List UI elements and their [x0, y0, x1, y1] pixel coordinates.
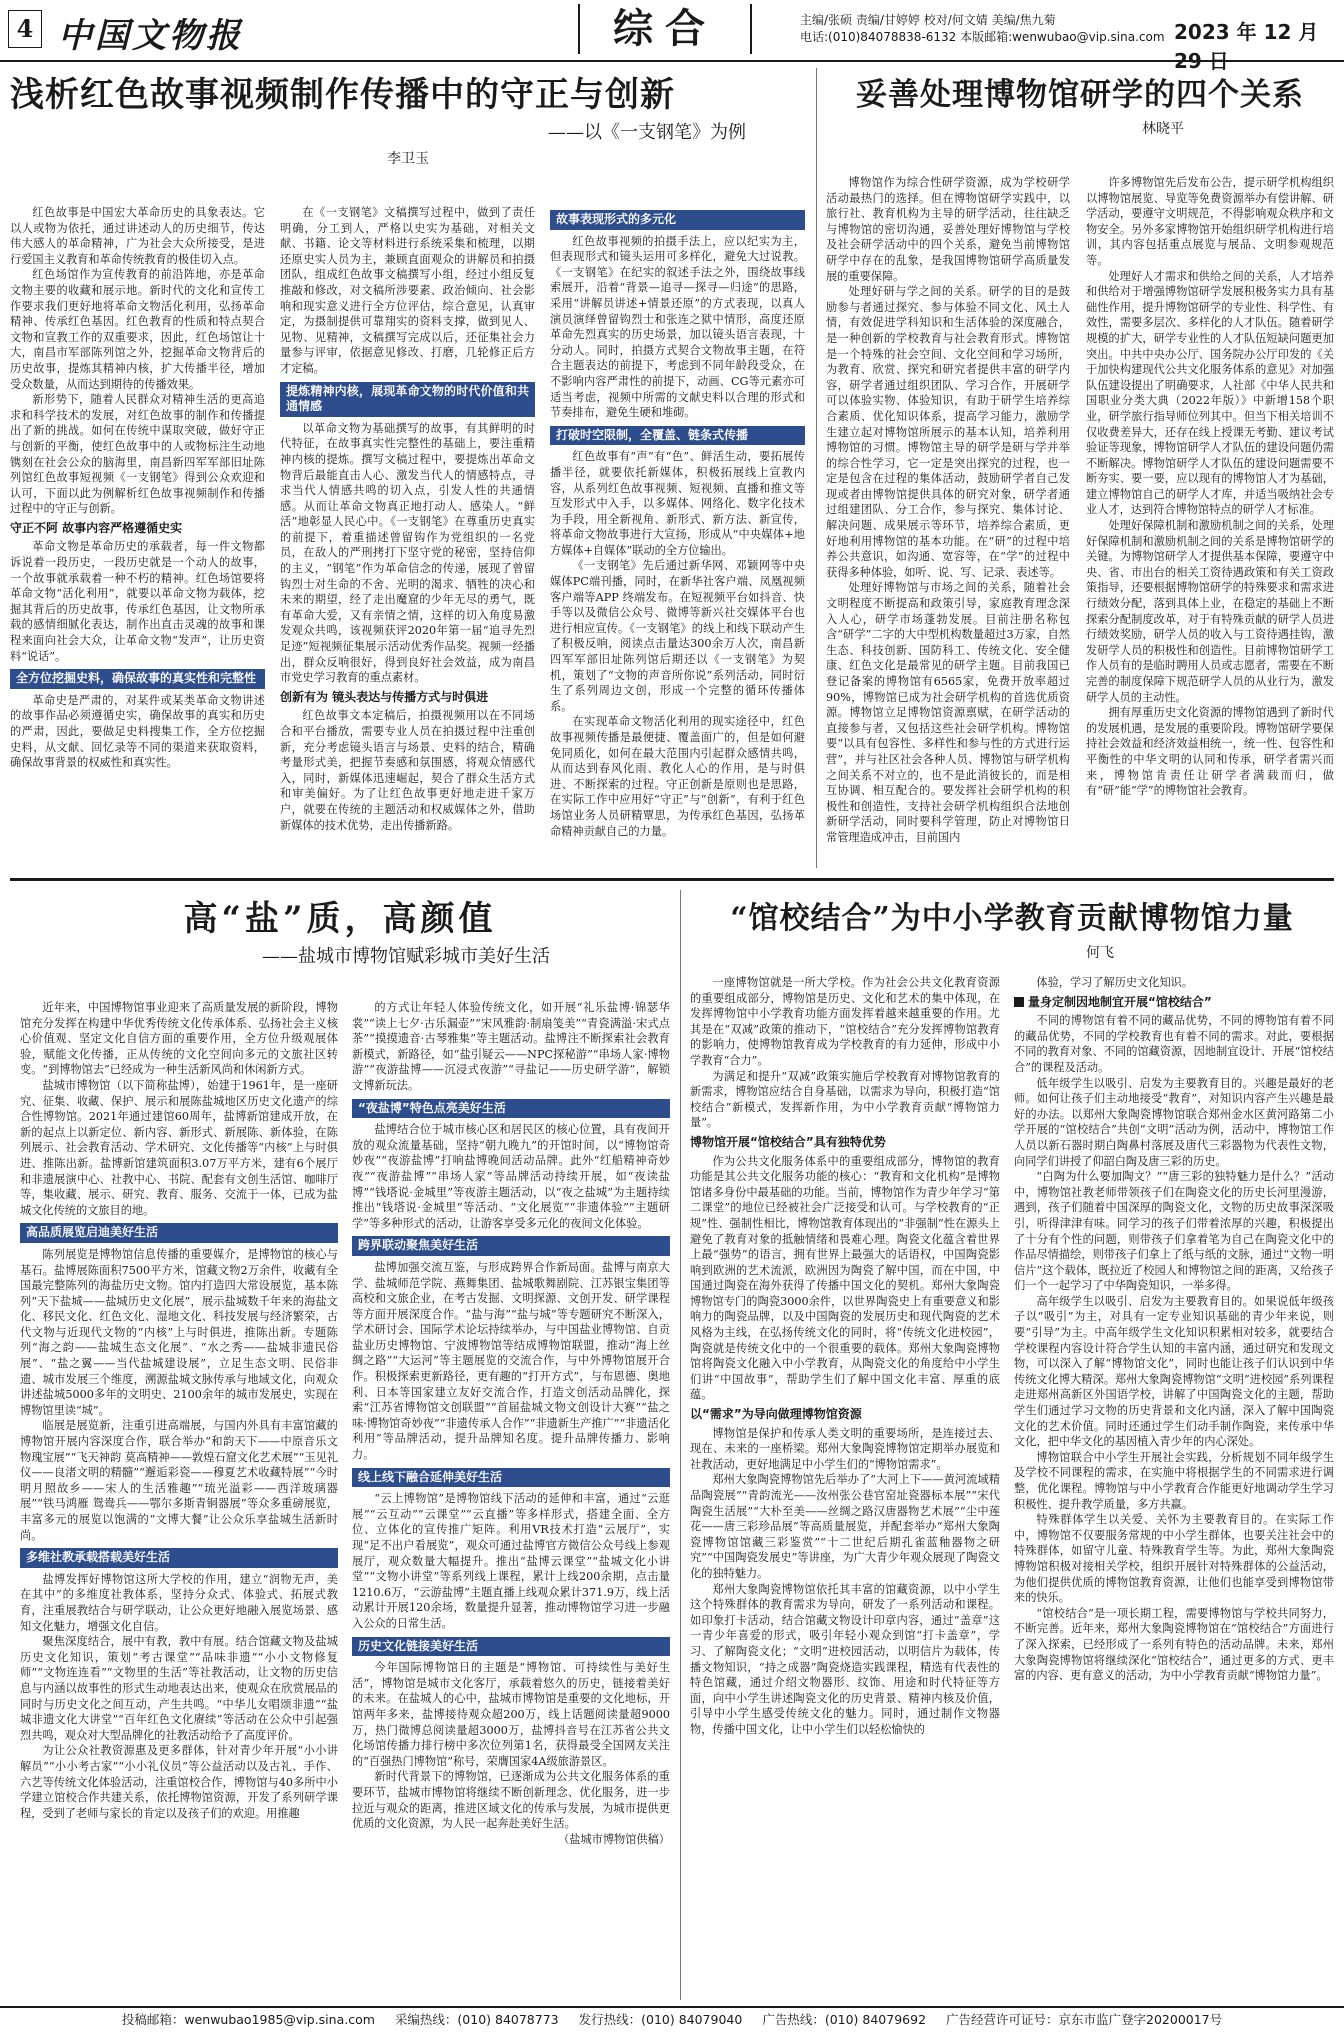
masthead: [0, 0, 1344, 73]
article2-col-1: [826, 175, 1070, 870]
body-paragraph: 红色故事有“声”有“色”、鲜活生动，要拓展传播半径，就要依托新媒体，积极拓展线上宣教内容，从系列红色故事视频、短视频、直播和推文等互发形式中入手，以多媒体、网络化、数字化技术为手段，用全新视角、新形式、新方法、新宣传，将革命文物故事进行大宣扬，形成从“中央媒体+地方媒体+自媒体”联动的全方位输出。: [550, 450, 805, 557]
footer-ad-license: 广告经营许可证号：京东市监广登字20200017号: [946, 2012, 1223, 2027]
column-divider: [816, 68, 817, 868]
page-number: 4: [8, 10, 42, 48]
article4-author: 何飞: [1086, 945, 1114, 961]
body-paragraph: 高年级学生以吸引、启发为主要教育目的。如果说低年级孩子以“吸引”为主，对具有一定专业知识基础的青少年来说，则要“引导”为主。中高年级学生文化知识积累相对较多，就要结合学校课程内容设计符合学生认知的丰富内涵，通过研究和发现文物，可以深入了解“博物馆文化”，同时也能让孩子们认识到中华传统文化博大精深。郑州大象陶瓷博物馆“文明”进校园”系列课程走进郑州高新区外国语学校，讲解了中国陶瓷文化的主题，帮助学生们通过学习文物的历史背景和文化内涵，深入了解中国陶瓷文化的艺术价值。同时还通过学生们动手制作陶瓷，来传承中华文化，把中华文化的基因植入青少年的内心深处。: [1014, 1294, 1334, 1449]
body-paragraph: 革命文物是革命历史的承载者，每一件文物都诉说着一段历史，一段历史就是一个动人的故事，一个故事就承载着一种不朽的精神。红色场馆要将革命文物“活化利用”，就要以革命文物为载体，挖掘其背后的历史故事，传承红色基因，让文物所承载的感情细腻化表达，制作出直击灵魂的故事和课程来面向社会大众，让革命文物“发声”，让历史资料“说话”。: [10, 540, 265, 663]
section-heading-bar: 跨界联动聚焦美好生活: [352, 1236, 670, 1256]
body-paragraph: 红色故事视频的拍摄手法上，应以纪实为主，但表现形式和镜头运用可多样化，避免大过说教。《一支钢笔》在纪实的叙述手法之外，围绕故事线索展开，沿着“背景—追寻—探寻—归途”的思路，采用“讲解员讲述+情景还原”的方式表现，以真人演员演绎曾留钩烈士和张连之狱中情形，高度还原革命先烈真实的历史场景，加以镜头语言表现，十分动人。同时，拍摄方式契合文物故事主题，在符合主题表达的前提下，考虑到不同年龄段受众，在不影响内容严肃性的前提下，动画、CG等元素亦可适当考虑，视频中所需的文献史料以合理的形式和节奏排布，避免生硬和堆砌。: [550, 234, 805, 420]
article4-col-1: [690, 975, 1000, 2000]
section-heading-bar: 历史文化链接美好生活: [352, 1637, 670, 1657]
body-paragraph: 革命史是严肃的，对某件或某类革命文物讲述的故事作品必须遵循史实，确保故事的真实和历史的严肃，因此，要做足史料搜集工作，全方位挖掘史料，从文献、回忆录等不同的渠道来获取资料，确保故事背景的权威性和真实性。: [10, 693, 265, 770]
section-heading-bar: 打破时空限制，全覆盖、链条式传播: [550, 426, 805, 446]
article3-col-1: [20, 1000, 338, 2000]
body-paragraph: 红色故事是中国宏大革命历史的具象表达。它以人或物为依托，通过讲述动人的历史细节，传达伟大感人的革命精神，广为社会大众所接受，是进行爱国主义教育和革命传统教育的极佳切入点。: [10, 206, 265, 266]
body-paragraph: 为满足和提升“双减”政策实施后学校教育对博物馆教育的新需求，博物馆应结合自身基础，以需求为导向，积极打造“馆校结合”新模式，发挥新作用，为中小学教育贡献“博物馆力量”。: [690, 1069, 1000, 1130]
body-paragraph: 处理好博物馆与市场之间的关系，随着社会文明程度不断提高和政策引导，家庭教育理念深入人心，研学市场蓬勃发展。目前注册名称包含“研学”二字的大中型机构数量超过3万家，自然生态、科技创新、国防科工、传统文化、安全健康、红色文化是最常见的研学主题。目前我国已登记备案的博物馆有6565家，免费开放率超过90%，博物馆已成为社会研学机构的首选优质资源。博物馆立足博物馆资源禀赋，在研学活动的直接参与者，又包括这些社会研学机构。博物馆要“以具有包容性、多样性和参与性的方式进行运营”，并与社区社会各种人员、博物馆与研学机构之间关系不对立的，也不是此消彼长的，而是相互协调、相互配合的。要发挥社会研学机构的积极性和创造性，支持社会研学机构组织合法地创新研学活动，同时要科学管理，防止对博物馆日常管理造成冲击，目前国内: [826, 581, 1070, 844]
body-paragraph: 博物馆作为综合性研学资源，成为学校研学活动最热门的选择。但在博物馆研学实践中，以旅行社、教育机构为主导的研学活动，往往缺乏与博物馆的密切沟通，妥善处理好博物馆与学校及社会研学活动中的四个关系，避免当前博物馆研学中存在的乱象，是我国博物馆研学高质量发展的重要保障。: [826, 176, 1070, 283]
body-paragraph: “馆校结合”是一项长期工程，需要博物馆与学校共同努力，不断完善。近年来，郑州大象陶瓷博物馆在“馆校结合”方面进行了深入探索，已经形成了一系列有特色的活动品牌。未来，郑州大象陶瓷博物馆将继续深化“馆校结合”，通过更多的方式、更丰富的内容、更有意义的活动，为中小学教育贡献“博物馆力量”。: [1014, 1606, 1334, 1683]
article3-subheadline: ——盐城市博物馆赋彩城市美好生活: [262, 946, 550, 967]
article2-col-2: [1086, 175, 1334, 870]
article4-col-2: [1014, 975, 1334, 2000]
article1-col-1: [10, 205, 265, 870]
article4-headline: “馆校结合”为中小学教育贡献博物馆力量: [730, 901, 1294, 936]
section-heading-text: 量身定制因地制宜开展“馆校结合”: [1028, 994, 1212, 1009]
section-heading-bar: 线上线下融合延伸美好生活: [352, 1468, 670, 1488]
body-paragraph: 低年级学生以吸引、启发为主要教育目的。兴趣是最好的老师。如何让孩子们主动地接受“教育”，对知识内容产生兴趣是最好的办法。以郑州大象陶瓷博物馆联合郑州金水区黄河路第二小学开展的“馆校结合”共创“文明”活动为例，活动中，博物馆工作人员以新石器时期白陶鼻村落展及唐代三彩器物为代表性文物，向同学们讲授了仰韶白陶及唐三彩的历史。: [1014, 1076, 1334, 1168]
body-paragraph: 近年来，中国博物馆事业迎来了高质量发展的新阶段，博物馆充分发挥在构建中华优秀传统文化传承体系、弘扬社会主义核心价值观、坚定文化自信方面的重要作用，全方位升级观展体验，赋能文化传播，正从传统的文化空间向多元的文旅社区转变。“到博物馆去”已经成为一种生活新风尚和休闲新方式。: [20, 1001, 338, 1077]
body-paragraph: 盐城市博物馆（以下简称盐博），始建于1961年，是一座研究、征集、收藏、保护、展示和展陈盐城地区历史文化遗产的综合性博物馆。2021年通过建馆60周年，盐博新馆建成开放，在新的起点上以新定位、新内容、新形式、新展陈、新体验，在陈列展示、社会教育活动、学术研究、文化传播等“内核”上与时俱进、推陈出新。盐博新馆建筑面积3.07万平方米，建有6个展厅和非遗展演中心、社教中心、书院、配套有文创生活馆、咖啡厅等，集收藏、展示、研究、教育、服务、交流于一体，已成为盐城文化传统的文旅目的地。: [20, 1078, 338, 1217]
section-heading: 博物馆开展“馆校结合”具有独特优势: [690, 1134, 886, 1149]
footer-distribution-hotline: 发行热线：(010) 84079040: [578, 2012, 743, 2027]
body-paragraph: 以革命文物为基础撰写的故事，有其鲜明的时代特征，在故事真实性完整性的基础上，要注重精神内核的提炼。撰写文稿过程中，要提炼出革命文物背后最能直击人心、激发当代人的情感特点，寻求当代人情感共鸣的切入点，引发人性的共通情感。从而让革命文物真正地打动人、感染人。“鲜活”地彰显人民心中。《一支钢笔》在尊重历史真实的前提下，着重描述曾留钩作为党组织的一名党员，在敌人的严刑拷打下坚守党的秘密，坚持信仰的主义，“钢笔”作为革命信念的传递，展现了曾留钩烈士对生命的不舍、光明的渴求、牺牲的决心和未来的期望，经了走出魔窟的少年无尽的勇气，既有革命大爱，又有亲情之情，这样的切入角度易激发观众共鸣，该视频获评2020年第一届“追寻先烈足迹”短视频征集展示活动优秀作品奖。视频一经播出，群众反响很好，得到良好社会效益，成为南昌市党史学习教育的重点素材。: [280, 421, 535, 685]
article1-col-2: [280, 205, 535, 870]
body-paragraph: 处理好人才需求和供给之间的关系，人才培养和供给对于增强博物馆研学发展积极务实力具有基础性作用，提升博物馆研学的专业性、科学性、有效性，需要多层次、多样化的人才队伍。随着研学规模的扩大，研学专业性的人才队伍短缺问题更加突出。中共中央办公厅、国务院办公厅印发的《关于加快构建现代公共文化服务体系的意见》对加强队伍建设提出了明确要求，人社部《中华人民共和国职业分类大典（2022年版）》中新增158个职业，研学旅行指导师位列其中。但当下相关培训不仅收费差异大，还存在线上授课无考勤、建议考试验证等现象，博物馆研学人才队伍的建设问题仍需不断解决。博物馆研学人才队伍的建设问题需要不断夯实、要一要，应以现有的博物馆人才为基础，建立博物馆自己的研学人才库，并适当吸纳社会专业人才，达到符合博物馆特点的研学人才标准。: [1086, 269, 1334, 517]
article1-headline: 浅析红色故事视频制作传播中的守正与创新: [10, 75, 675, 115]
body-paragraph: 盐博结合位于城市核心区和居民区的核心位置，具有夜间开放的观众流量基础，坚持“朝九晚九”的开馆时间，以“博物馆奇妙夜”“夜游盐博”打响盐博晚间活动品牌。此外“红船精神奇妙夜”“夜游盐博”“串场人家”等品牌活动持续开展，如“夜读盐博”“钱塔说·金城里”等夜游主题活动，以“夜之盐城”为主题持续推出“钱塔说·金城里”等活动、“文化展览”“非遗体验”“主题研学”等多种形式的活动，让游客享受多元化的夜间文化体验。: [352, 1123, 670, 1230]
article1-col-3: [550, 205, 805, 870]
body-paragraph: 盐博加强交流互鉴，与形成跨界合作新局面。盐博与南京大学、盐城师范学院、燕舞集团、盐城歌舞剧院、江苏银宝集团等高校和文旅企业，在考古发掘、文明探源、文创开发、研学课程等方面开展深度合作。“盐与海”“盐与城”等专题研究不断深入，学术研讨会、国际学术论坛持续举办，与中国盐业博物馆、自贡盐业历史博物馆、宁波博物馆等结成博物馆联盟，推动“海上丝绸之路”“大运河”等主题展览的交流合作，与中外博物馆展开合作。积极探索更新路径，更有趣的“打开方式”，与布恩德、奥地利、日本等国家建立友好交流合作，打造文创活动品牌化，探索“江苏省博物馆文创联盟”“首届盐城文物文创设计大赛”“盐之味·博物馆奇妙夜”“非遗传承人合作”“非遗新生产推广”“非遗活化利用”等品牌活动，提升品牌知名度。提升品牌传播力、影响力。: [352, 1260, 670, 1462]
article-yancheng-museum: [10, 896, 670, 968]
article-source-note: （盐城市博物馆供稿）: [558, 1832, 670, 1846]
article3-headline: 高“盐”质，高颜值: [183, 899, 497, 939]
body-paragraph: “云上博物馆”是博物馆线下活动的延伸和丰富，通过“云逛展”“云互动”“云课堂”“云直播”等多样形式，搭建全面、全方位、立体化的宣传推广矩阵。利用VR技术打造“云展厅”，实现“足不出户看展览”，观众可通过盐博官方微信公众号线上参观展厅，观众数量大幅提升。推出“盐博云课堂”“盐城文化小讲堂”“文物小讲堂”等系列线上课程，累计上线200余期，点击量1210.6万，“云游盐博”主题直播上线观众累计371.9万，线上活动累计开展120余场，数量提升显著，推动博物馆学习进一步融入公众的日常生活。: [352, 1492, 670, 1630]
body-paragraph: 临展是展览新，注重引进高端展，与国内外具有丰富馆藏的博物馆开展内容深度合作，联合举办“和韵天下——中原音乐文物瑰宝展”“飞天神韵 莫高精神——敦煌石窟文化艺术展”“玉见礼仪——良渚文明的精髓”“邂逅彩瓷——穆夏艺术收藏特展”“今时明月照故乡——宋人的生活雅趣”“琉光溢彩——西洋玻璃器展”“铁马鸿雁 鸳鸯兵——鄂尔多斯青铜器展”等众多重磅展览，丰富多元的展览以饱满的“文博大餐”让公众乐享盐城生活新时尚。: [20, 1419, 338, 1542]
body-paragraph: 在《一支钢笔》文稿撰写过程中，做到了责任明确，分工到人，严格以史实为基础，对相关文献、书籍、论文等材料进行系统采集和梳理，以期还原史实人员为主，兼顾直面观众的讲解员和拍摄团队，组成红色故事文稿撰写小组，经过小组反复推敲和修改，对文稿所涉要素、政治倾向、社会影响和现实意义进行全方位评估，综合意见，认真审定，为摄制提供可靠翔实的资料支撑，做到见人、见物、见精神，文稿撰写完成以后，还征集社会力量参与评审，依据意见修改、打磨，几轮修正后方才定稿。: [280, 206, 535, 375]
article1-author: 李卫玉: [387, 151, 429, 167]
issue-date: 2023 年 12 月 29 日: [1174, 20, 1319, 73]
body-paragraph: 红色故事文本定稿后，拍摄视频用以在不同场合和平台播放，需要专业人员在拍摄过程中注重创新，充分考虑镜头语言与场景、史料的结合，精确考量形式美，把握节奏感和氛围感，将观众情感代入，同时，新媒体迅速崛起，契合了群众生活方式和审美偏好。为了让红色故事更好地走进千家万户，就要在传统的主题活动和权威媒体之外，借助新媒体的技术优势，走出传播新路。: [280, 709, 535, 832]
article-red-story-video: [10, 72, 806, 168]
footer-ad-hotline: 广告热线：(010) 84079692: [762, 2012, 927, 2027]
article1-subheadline: ——以《一支钢笔》为例: [548, 122, 746, 143]
body-paragraph: 博物馆是保护和传承人类文明的重要场所，是连接过去、现在、未来的一座桥梁。郑州大象陶瓷博物馆定期举办展览和社教活动，更好地满足中小学生们的“博物馆需求”。: [690, 1426, 1000, 1471]
body-paragraph: 聚焦深度结合，展中有教，教中有展。结合馆藏文物及盐城历史文化知识，策划“考古课堂”“品味非遗”“小小文物修复师”“文物连连看”“文物里的生活”等社教活动，让文物的历史信息与内涵以故事性的形式生动地表达出来，使观众在欣赏展品的同时与历史文化之间互动，产生共鸣。“中华儿女唱颂非遗”“盐城非遗文化大讲堂”“百年红色文化赓续”等活动在公众中引起强烈共鸣，观众对大型品牌化的社教活动给予了高度评价。: [20, 1635, 338, 1742]
body-paragraph: 红色场馆作为宣传教育的前沿阵地，亦是革命文物主要的收藏和展示地。新时代的文化和宣传工作要求我们更好地将革命文物活化利用，弘扬革命精神、传承红色基因。红色教育的性质和特点契合文物和宣教工作的双重要求，因此，红色场馆让十大，南昌市军部陈列馆之外，挖掘革命文物背后的历史故事，提炼其精神内核，扩大传播半径，增加受众数量，从而达到期待的传播效果。: [10, 268, 265, 391]
section-title: 综合: [578, 4, 752, 54]
editorial-credits: [800, 12, 1165, 46]
body-paragraph: 《一支钢笔》先后通过新华网、邓颖网等中央媒体PC端刊播，同时，在新华社客户端、凤凰视频客户端等APP 终端发布。在短视频平台如抖音、快手等以及微信公众号、微博等新兴社交媒体平台也进行相应宣传。《一支钢笔》的线上和线下联动产生了积极反响，阅读点击量达300余万人次，南昌新四军军部旧址陈列馆后期还以《一支钢笔》为契机，策划了“文物的声音所你说”系列活动，同时衍生了系列周边文创，形成一个完整的循环传播体系。: [550, 559, 805, 713]
article2-author: 林晓平: [1142, 121, 1184, 137]
footer-email: 投稿邮箱：wenwubao1985@vip.sina.com: [121, 2012, 375, 2027]
section-heading: 创新有为 镜头表达与传播方式与时俱进: [280, 689, 489, 704]
body-paragraph: 特殊群体学生以关爱、关怀为主要教育目的。在实际工作中，博物馆不仅要服务常规的中小学生群体，也要关注社会中的特殊群体，如留守儿童、特殊教育学生等。为此，郑州大象陶瓷博物馆积极对接相关学校，组织开展针对特殊群体的公益活动，为他们提供优质的博物馆教育资源，让他们也能享受到博物馆带来的快乐。: [1014, 1513, 1334, 1605]
footer-editorial-hotline: 采编热线：(010) 84078773: [394, 2012, 559, 2027]
section-heading-bar: 故事表现形式的多元化: [550, 210, 805, 230]
section-divider: [10, 878, 1334, 881]
section-heading: 以“需求”为导向做理博物馆资源: [690, 1407, 862, 1422]
body-paragraph: 作为公共文化服务体系中的重要组成部分，博物馆的教育功能是其公共文化服务功能的核心：“教育和文化机构”是博物馆诸多身份中最基础的功能。当前，博物馆作为青少年学习“第二课堂”的地位已经被社会广泛接受和认可。与学校教育的“正规”性、强制性相比，博物馆教育体现出的“非强制”性在源头上避免了教育对象的抵触情绪和畏难心理。陶瓷文化蕴含着世界上最“强势”的语言，拥有世界上最强大的话语权，中国陶瓷影响到欧洲的艺术流派，欧洲因为陶瓷了解中国，而在中国，中国通过陶瓷在海外获得了传播中国文化的契机。郑州大象陶瓷博物馆专门的陶瓷3000余件，以世界陶瓷史上有重要意义和影响力的陶瓷品牌，以及中国陶瓷的发展历史和现代陶瓷的艺术风格为主线，在弘扬传统文化的同时，将“传统文化进校园”，陶瓷就是传统文化中的一个很重要的载体。郑州大象陶瓷博物馆将陶瓷文化融入中小学教育，从陶瓷文化的角度给中小学生们讲“中国故事”，帮助学生们了解中国文化丰富、厚重的底蕴。: [690, 1154, 1000, 1402]
footer-contact-bar: [0, 2006, 1344, 2032]
article-museum-study: [826, 72, 1334, 138]
credits-editors: 主编/张硕 责编/甘婷婷 校对/何文婧 美编/焦九菊: [800, 13, 1056, 27]
credits-contact: 电话:(010)84078838-6132 本版邮箱:wenwubao@vip.sina.com: [800, 30, 1165, 44]
body-paragraph: 今年国际博物馆日的主题是“博物馆、可持续性与美好生活”，博物馆是城市文化客厅，承载着悠久的历史，链接着美好的未来。在盐城人的心中，盐城市博物馆是重要的文化地标，开馆两年多来，盐博接待观众超200万，线上话题阅读量超9000万，热门微博总阅读量超3000万，盐博抖音号在江苏省公共文化场馆传播力排行榜中多次位列第1名，获得最受全国网友关注的“百强热门博物馆”称号，荣膺国家4A级旅游景区。: [352, 1661, 670, 1768]
section-heading-bar: 提炼精神内核，展现革命文物的时代价值和共通情感: [280, 382, 535, 417]
body-paragraph: 陈列展览是博物馆信息传播的重要媒介，是博物馆的核心与基石。盐博展陈面积7500平方米，馆藏文物2万余件，收藏有全国最完整陈列的海盐历史文物。馆内打造四大常设展览，基本陈列“天下盐城——盐城历史文化展”，展示盐城数千年来的海盐文化、移民文化、红色文化、湿地文化、科技发展与经济繁荣，古代文物与近现代文物的“内核”上与时俱进，推陈出新。专题陈列“海之韵——盐城生态文化展”、“水之秀——盐城非遗民俗展”、“盐之翼——当代盐城建设展”，立足生态文明、民俗非遗、城市发展三个维度，溯源盐城文脉传承与地域文化，向观众讲述盐城5000多年的文明史、2100余年的城市发展史，实现在博物馆里读“城”。: [20, 1247, 338, 1417]
body-paragraph: 为让公众社教资源惠及更多群体，针对青少年开展“小小讲解员”“小小考古家”“小小礼仪员”等公益活动以及古礼、手作、六艺等传统文化体验活动，注重馆校合作，博物馆与40多所中小学建立馆校合作共建关系，依托博物馆资源，开发了系列研学课程，受到了老师与家长的肯定以及孩子们的欢迎。用推趣: [20, 1744, 338, 1820]
body-paragraph: 许多博物馆先后发布公告，提示研学机构组织以博物馆展览、导览等免费资源举办有偿讲解、研学活动，要遵守文明规范，不得影响观众秩序和文物安全。另外多家博物馆开始组织研学机构进行培训，其内容包括重点展览与展品、文明参观规范等。: [1086, 176, 1334, 267]
body-paragraph: 一座博物馆就是一所大学校。作为社会公共文化教育资源的重要组成部分，博物馆是历史、文化和艺术的集中体现，在发挥博物馆中小学教育功能方面发挥着越来越重要的作用。尤其是在“双减”政策的推动下，“馆校结合”充分发挥博物馆教育的影响力，使博物馆教育成为学校教育的有力延伸，形成中小学教育“合力”。: [690, 976, 1000, 1067]
body-paragraph: 处理好保障机制和激励机制之间的关系，处理好保障机制和激励机制之间的关系是博物馆研学的关键。为博物馆研学人才提供基本保障，要遵守中央、省、市出台的相关工资待遇政策和有关工资政策指导，还要根据博物馆研学的特殊要求和需求进行绩效分配，落到具体上业，在稳定的基础上不断探索分配制度改革，对于有特殊贡献的研学人员进行绩效奖励，研学人员的收入与工资待遇挂钩，激发研学人员的积极性和创造性。目前博物馆研学工作人员有的是临时聘用人员或志愿者，需要在不断完善的制度保障下规范研学人员的从业行为，激发研学人员的主动性。: [1086, 519, 1334, 704]
body-paragraph: 拥有厚重历史文化资源的博物馆遇到了新时代的发展机遇，是发展的重要阶段。博物馆研学要保持社会效益和经济效益相统一，统一性、包容性和平衡性的中华文明的认同和传承，研学者需兴而来，博物馆肯责任让研学者满载而归，做有“研”能“学”的博物馆社会教育。: [1086, 706, 1334, 798]
body-paragraph: 在实现革命文物活化利用的现实途径中，红色故事视频传播是最便捷、覆盖面广的，但是如何避免同质化，如何在最大范围内引起群众感情共鸣，从而达到春风化雨、教化人心的作用，是与时俱进、不断探索的过程。守正创新是原则也是思路，在实际工作中应用好“守正”与“创新”，有利于红色场馆业务人员研精覃思，为传承红色基因，弘扬革命精神贡献自己的力量。: [550, 715, 805, 838]
body-paragraph: 新形势下，随着人民群众对精神生活的更高追求和科学技术的发展，对红色故事的制作和传播提出了新的挑战。如何在传统中谋取突破，做好守正与创新的平衡，使红色故事中的人或物标注生动地镌刻在社会公众的脑海里，南昌新四军军部旧址陈列馆红色故事短视频《一支钢笔》得到公众欢迎和认可，下面以此为例解析红色故事视频制作和传播过程中的守正与创新。: [10, 393, 265, 516]
body-paragraph: 博物馆联合中小学生开展社会实践，分析规划不同年级学生及学校不同课程的需求，在实施中将根据学生的不同需求进行调整，优化课程。博物馆与中小学教育合作能更好地调动学生学习积极性、提升教学质量，多方共赢。: [1014, 1450, 1334, 1511]
body-paragraph: 郑州大象陶瓷博物馆依托其丰富的馆藏资源，以中小学生这个特殊群体的教育需求为导向，研发了一系列活动和课程。如印象打卡活动，结合馆藏文物设计印章内容，通过“盖章”这一青少年喜爱的形式，吸引年轻小观众到馆“打卡盖章”，学习、了解陶瓷文化；“文明”进校园活动，以明信片为载体，传播文物知识，“持之成器”陶瓷烧造实践课程，精选有代表性的特色馆藏，通过介绍文物器形、纹饰、用途和时代特征等方面，向中小学生讲述陶瓷文化的历史背景、精神内核及价值，引导中小学生感受传统文化的魅力。同时，通过制作文物器物，传播中国文化，让中小学生们以轻松愉快的: [690, 1582, 1000, 1736]
body-paragraph: 不同的博物馆有着不同的藏品优势，不同的博物馆有着不同的藏品优势，不同的学校教育也有着不同的需求。对此，要根据不同的教育对象、不同的馆藏资源，因地制宜设计、开展“馆校结合”的课程及活动。: [1014, 1014, 1334, 1074]
section-heading-bar: 多维社教承载搭载美好生活: [20, 1548, 338, 1568]
article2-headline: 妥善处理博物馆研学的四个关系: [856, 77, 1304, 113]
article3-col-2: [352, 1000, 670, 2000]
body-paragraph: 体验，学习了解历史文化知识。: [1036, 976, 1194, 989]
column-divider: [680, 890, 681, 2000]
body-paragraph: 新时代背景下的博物馆，已逐渐成为公共文化服务体系的重要环节，盐城市博物馆将继续不断创新理念、优化服务，进一步拉近与观众的距离，推进区域文化的传承与发展，为城市提供更优质的文化资源，为人民一起奔赴美好生活。: [352, 1770, 670, 1831]
section-heading: [1014, 995, 1334, 1011]
body-paragraph: 的方式让年轻人体验传统文化，如开展“礼乐盐博·锦瑟华裳”“读上七夕·古乐漏壶”“宋风雅韵·制扇笺美”“青瓷满溢·宋式点茶”“摸摸遗音·古琴雅集”等主题活动。盐博注不断探索社会教育新模式，新路径，如“盐引疑云——NPC探秘游”“串场人家·博物游”“夜游盐博——沉浸式夜游”“寻盐记——历史研学游”，解锁文博新玩法。: [352, 1001, 670, 1092]
newspaper-name: 中国文物报: [58, 16, 243, 56]
body-paragraph: 处理好研与学之间的关系。研学的目的是鼓励参与者通过探究、参与体验不同文化、风土人情，有效促进学科知识和生活体验的深度融合，是一种创新的学校教育与社会教育形式。博物馆是一个特殊的社会空间、文化空间和学习场所，为教育、欣赏、探究和研究者提供丰富的研学内容，研学者通过组织团队、学习合作，开展研学可以体验实物、体验知识，有助于研学生培养综合素质、优化知识体系，提高学习能力，激励学生建立起对博物馆所展示的基本认知，培养利用博物馆的习惯。博物馆主导的研学是研与学并举的综合性学习，它一定是突出探究的过程，也一定是包含在过程的集体活动，鼓励研学者自己发现或者由博物馆提供具体的研究对象，研学者通过组建团队、分工合作，参与探究、集体讨论、解决问题、成果展示等环节，培养综合素质，更好地利用博物馆的基本功能。在“研”的过程中培养公共意识，如沟通、宽容等，在“学”的过程中获得多种体验，如听、说、写、记录、表述等。: [826, 285, 1070, 579]
body-paragraph: 郑州大象陶瓷博物馆先后举办了“大河上下——黄河流域精品陶瓷展”“青韵流光——汝州张公巷官窑址瓷器标本展”“宋代陶瓷生活展”“大朴至美——丝绸之路汉唐器物艺术展”“尘中莲花——唐三彩珍品展”等高质量展览，并配套举办“郑州大象陶瓷博物馆馆藏三彩鉴赏”“十二世纪后期孔雀蓝釉器物之研究”“中国陶瓷发展史”等讲座，为广大青少年观众展现了陶瓷文化的独特魅力。: [690, 1473, 1000, 1580]
body-paragraph: 盐博发挥好博物馆这所大学校的作用，建立“润物无声，美在其中”的多维度社教体系，坚持分众式、体验式、拓展式教育，注重展教结合与研学联动，让公众更好地融入展览场景、感知文化魅力，增强文化自信。: [20, 1572, 338, 1633]
square-bullet-icon: [1014, 997, 1024, 1007]
article-museum-school: [690, 896, 1334, 962]
section-heading-bar: 全方位挖掘史料，确保故事的真实性和完整性: [10, 669, 265, 689]
body-paragraph: “白陶为什么要加陶文？”“唐三彩的独特魅力是什么？”活动中，博物馆社教老师带领孩子们在陶瓷文化的历史长河里漫游，遇到，孩子们随着中国深厚的陶瓷文化，文物的历史故事深深吸引，听得津津有味。同学习的孩子们带着浓厚的兴趣，积极提出了十分有个性的问题，则带孩子们拿着笔为自己在陶瓷文化中的作品尽情描绘，则带孩子们拿上了纸与纸的文脉，通过“文物一明信片”这个载体，既拉近了校园人和博物馆之间的距离，又给孩子们一个一起学习了中华陶瓷知识，一举多得。: [1014, 1170, 1334, 1293]
section-heading: 守正不阿 故事内容严格遵循史实: [10, 520, 183, 535]
section-heading-bar: “夜盐博”特色点亮美好生活: [352, 1099, 670, 1119]
section-heading-bar: 高品质展览启迪美好生活: [20, 1223, 338, 1243]
